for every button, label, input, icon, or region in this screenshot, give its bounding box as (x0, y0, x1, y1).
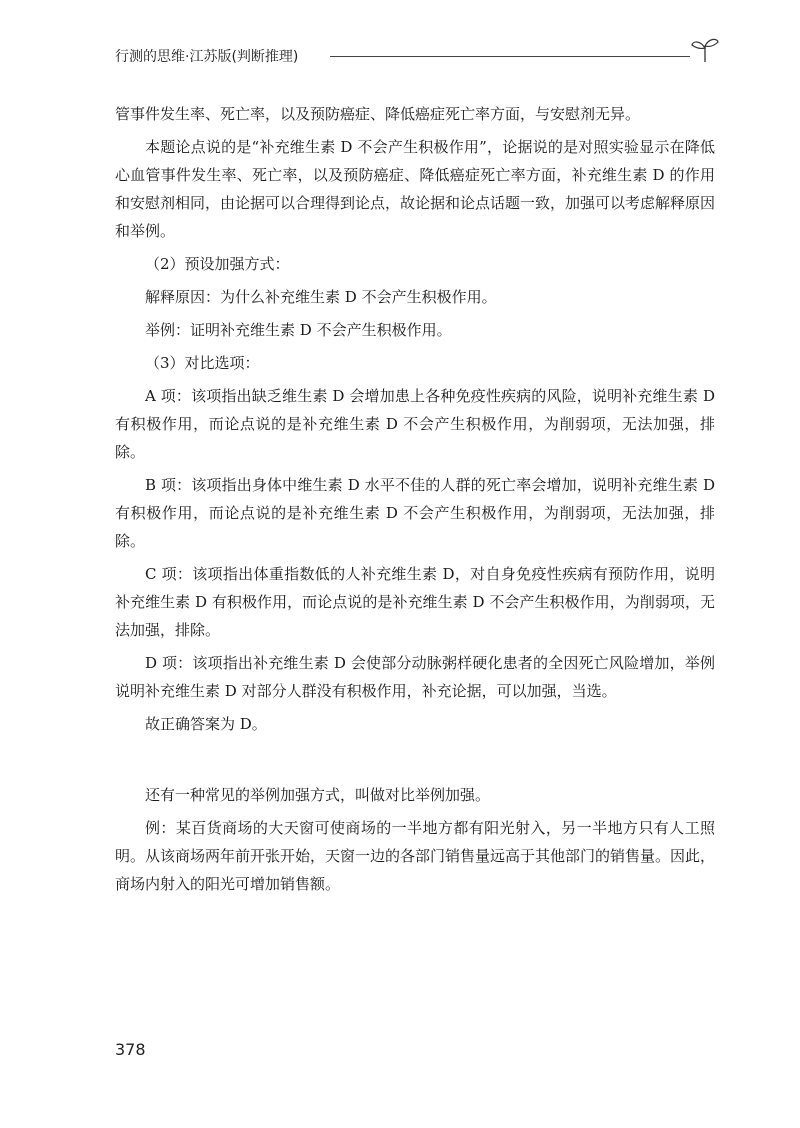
heading-preset-method: （2）预设加强方式： (145, 255, 290, 273)
paragraph-analysis: 本题论点说的是“补充维生素 D 不会产生积极作用”，论据说的是对照实验显示在降低心血管事件发生率、死亡率，以及预防癌症、降低癌症死亡率方面，补充维生素 D 的作用和安慰剂相同，由论据可以合理得到论点，故论据和论点话题一致，加强可以考虑解释原因和举例。 (115, 138, 716, 240)
option-d: D 项：该项指出补充维生素 D 会使部分动脉粥样硬化患者的全因死亡风险增加，举例说明补充维生素 D 对部分人群没有积极作用，补充论据，可以加强，当选。 (115, 654, 715, 700)
section-gap (115, 743, 715, 781)
sprout-icon (690, 36, 720, 64)
paragraph-example-store: 例：某百货商场的大天窗可使商场的一半地方都有阳光射入，另一半地方只有人工照明。从该商场两年前开张开始，天窗一边的各部门销售量远高于其他部门的销售量。因此，商场内射入的阳光可增加销售额。 (115, 819, 716, 893)
heading-compare-options: （3）对比选项： (145, 354, 260, 372)
option-a: A 项：该项指出缺乏维生素 D 会增加患上各种免疫性疾病的风险，说明补充维生素 D 有积极作用，而论点说的是补充维生素 D 不会产生积极作用，为削弱项，无法加强，排除。 (115, 387, 715, 461)
page-number: 378 (115, 1040, 146, 1059)
paragraph-continuation: 管事件发生率、死亡率，以及预防癌症、降低癌症死亡率方面，与安慰剂无异。 (115, 105, 641, 123)
paragraph-contrast-intro: 还有一种常见的举例加强方式，叫做对比举例加强。 (145, 786, 491, 804)
paragraph-explain-reason: 解释原因：为什么补充维生素 D 不会产生积极作用。 (145, 288, 497, 306)
paragraph-example: 举例：证明补充维生素 D 不会产生积极作用。 (145, 321, 452, 339)
running-header (115, 36, 720, 76)
answer: 故正确答案为 D。 (145, 715, 267, 733)
header-rule (330, 56, 690, 57)
option-c: C 项：该项指出体重指数低的人补充维生素 D，对自身免疫性疾病有预防作用，说明补充维生素 D 有积极作用，而论点说的是补充维生素 D 不会产生积极作用，为削弱项，无法加强，排除。 (115, 565, 715, 639)
option-b: B 项：该项指出身体中维生素 D 水平不佳的人群的死亡率会增加，说明补充维生素 D 有积极作用，而论点说的是补充维生素 D 不会产生积极作用，为削弱项，无法加强，排除。 (115, 476, 715, 550)
header-title: 行测的思维·江苏版(判断推理) (115, 49, 299, 65)
page-body (115, 100, 715, 903)
